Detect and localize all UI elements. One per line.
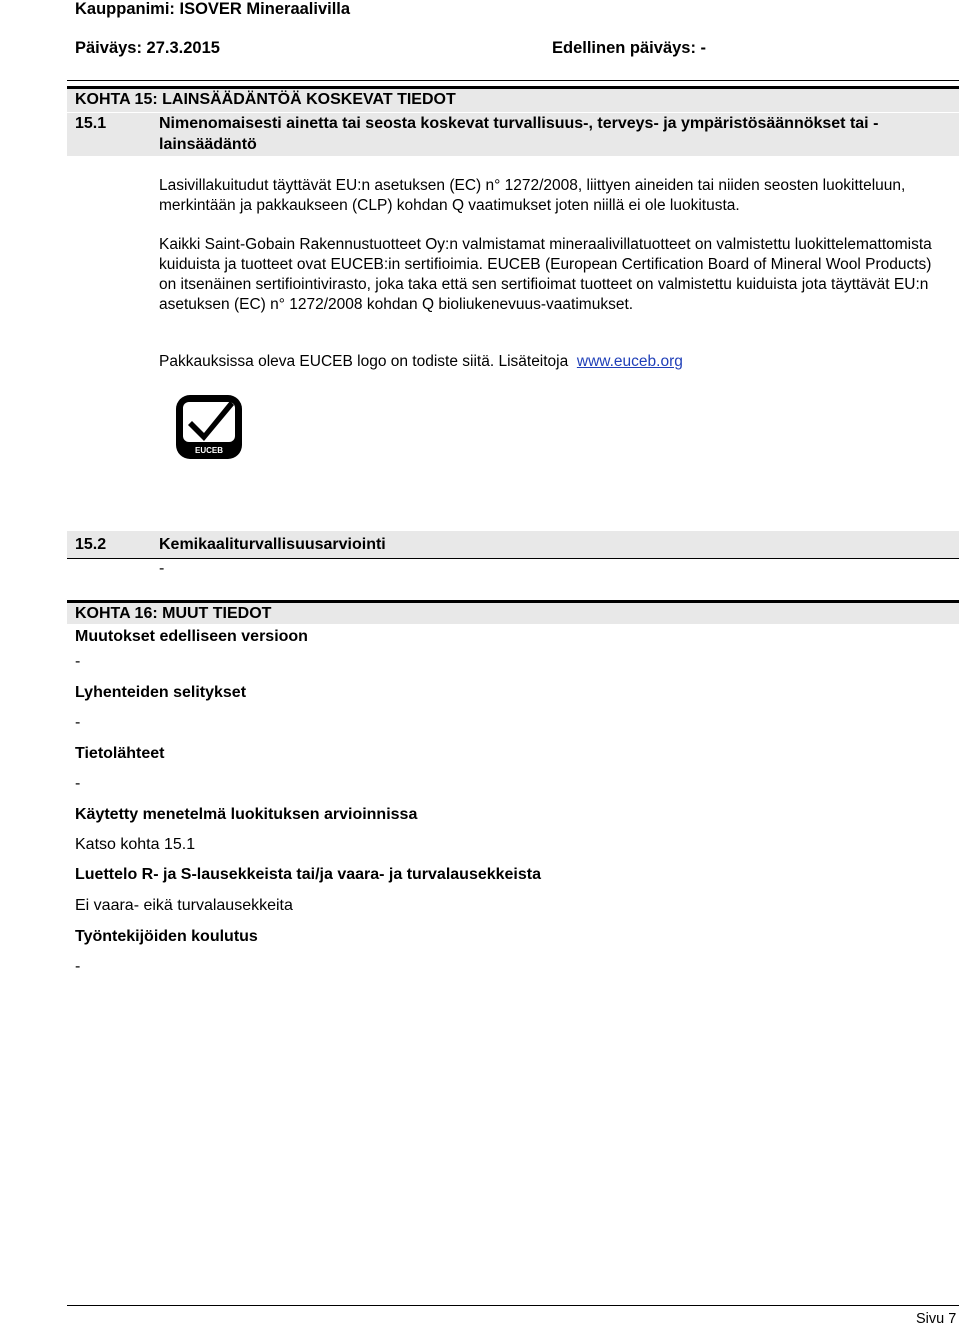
item-value-abbreviations: - xyxy=(75,714,81,731)
subsection-15-1-title-line1: Nimenomaisesti ainetta tai seosta koskevat turvallisuus-, terveys- ja ympäristösäännökset tai - xyxy=(159,115,879,132)
subsection-15-2-rule xyxy=(67,558,959,559)
euceb-checkmark-icon xyxy=(174,393,244,461)
item-value-sources: - xyxy=(75,775,81,792)
item-label-changes: Muutokset edelliseen versioon xyxy=(75,628,308,645)
item-label-phrases: Luettelo R- ja S-lausekkeista tai/ja vaara- ja turvalausekkeista xyxy=(75,866,541,883)
item-value-phrases: Ei vaara- eikä turvalausekkeita xyxy=(75,897,293,914)
document-date: Päiväys: 27.3.2015 xyxy=(75,39,220,57)
item-value-changes: - xyxy=(75,653,81,670)
euceb-logo xyxy=(174,393,244,461)
header-divider xyxy=(67,80,959,81)
subsection-15-1-title-line2: lainsäädäntö xyxy=(159,136,257,153)
page-number: Sivu 7 xyxy=(916,1311,957,1327)
item-value-training: - xyxy=(75,958,81,975)
item-label-method: Käytetty menetelmä luokituksen arvioinnissa xyxy=(75,806,418,823)
euceb-logo-text: Pakkauksissa oleva EUCEB logo on todiste siitä. Lisäteitoja xyxy=(159,353,569,370)
section-15-rule xyxy=(67,86,959,89)
subsection-15-2-value: - xyxy=(159,560,165,577)
subsection-15-2-number: 15.2 xyxy=(75,536,107,553)
clp-paragraph: Lasivillakuitudut täyttävät EU:n asetuksen (EC) n° 1272/2008, liittyen aineiden tai niiden seosten luokitteluun, merkintään ja pakkaukseen (CLP) kohdan Q vaatimukset joten niillä ei ole luokitusta. xyxy=(159,177,906,214)
footer-divider xyxy=(67,1305,959,1306)
euceb-logo-paragraph xyxy=(159,353,683,371)
euceb-link[interactable]: www.euceb.org xyxy=(576,353,683,370)
item-label-abbreviations: Lyhenteiden selitykset xyxy=(75,684,247,701)
subsection-15-1-number: 15.1 xyxy=(75,115,107,132)
section-16-rule xyxy=(67,600,959,603)
section-15-title: KOHTA 15: LAINSÄÄDÄNTÖÄ KOSKEVAT TIEDOT xyxy=(75,91,456,108)
previous-date: Edellinen päiväys: - xyxy=(552,39,707,57)
subsection-15-2-title: Kemikaaliturvallisuusarviointi xyxy=(159,536,386,553)
section-15-separator xyxy=(67,112,959,113)
item-label-training: Työntekijöiden koulutus xyxy=(75,928,258,945)
item-label-sources: Tietolähteet xyxy=(75,745,165,762)
section-16-title: KOHTA 16: MUUT TIEDOT xyxy=(75,605,272,622)
euceb-paragraph: Kaikki Saint-Gobain Rakennustuotteet Oy:n valmistamat mineraalivillatuotteet on valmistettu luokittelemattomista kuiduista ja tuotteet ovat EUCEB:in sertifioimia. EUCEB (European Certification Board of Mineral Wool Products) on itsenäinen sertifiointivirasto, joka taka että sen sertifioimat tuotteet on valmistettu kuiduista jota täyttävät EU:n asetuksen (EC) n° 1272/2008 kohdan Q bioliukenevuus-vaatimukset. xyxy=(159,236,932,313)
svg-text:EUCEB: EUCEB xyxy=(194,446,224,455)
trade-name: Kauppanimi: ISOVER Mineraalivilla xyxy=(75,0,351,18)
item-value-method: Katso kohta 15.1 xyxy=(75,836,196,853)
